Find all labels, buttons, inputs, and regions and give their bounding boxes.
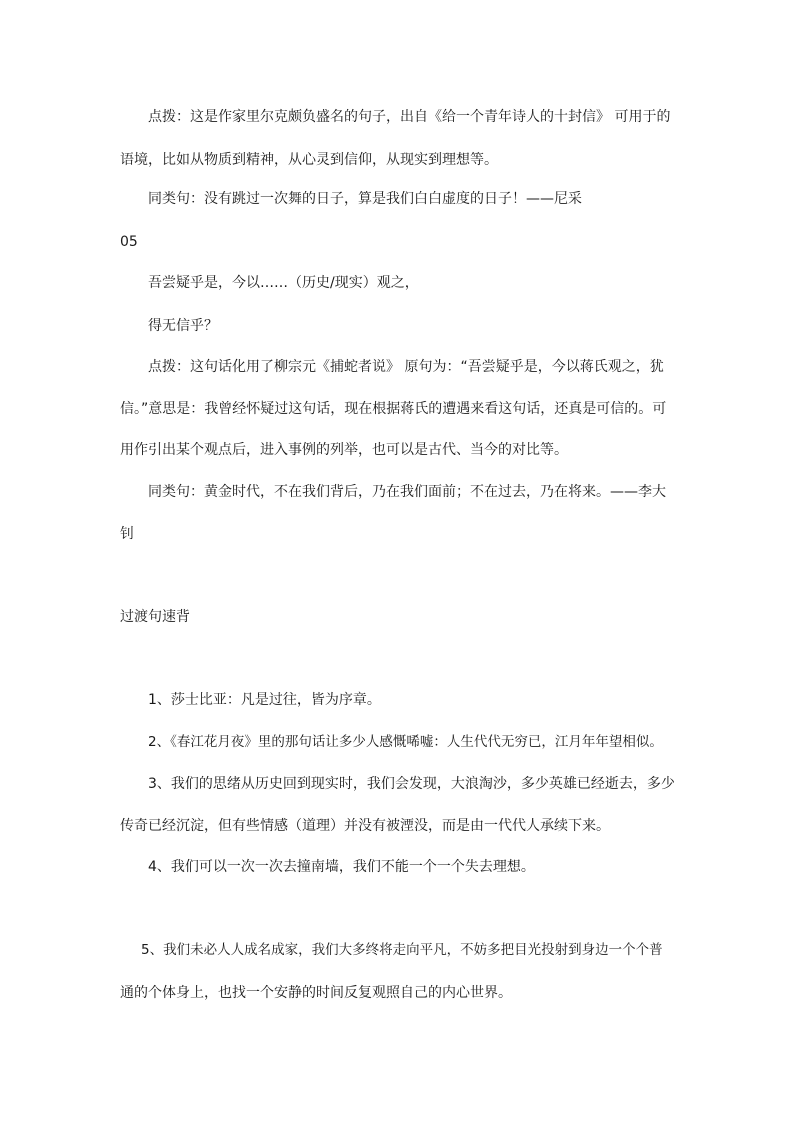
list-item-5-line-1: 5、我们未必人人成名成家，我们大多终将走向平凡，不妨多把目光投射到身边一个个普 — [141, 942, 663, 958]
list-item-4: 4、我们可以一次一次去撞南墙，我们不能一个一个失去理想。 — [148, 859, 535, 875]
list-item-3-line-1: 3、我们的思绪从历史回到现实时，我们会发现，大浪淘沙，多少英雄已经逝去，多少 — [148, 776, 675, 792]
list-item-3-line-2: 传奇已经沉淀，但有些情感（道理）并没有被湮没，而是由一代代人承续下来。 — [120, 818, 610, 834]
section-heading: 过渡句速背 — [120, 609, 190, 625]
similar-sentence: 同类句：没有跳过一次舞的日子，算是我们白白虚度的日子！——尼采 — [148, 191, 582, 207]
list-item-2: 2、《春江花月夜》里的那句话让多少人感慨唏嘘：人生代代无穷已，江月年年望相似。 — [148, 734, 663, 750]
quote-line-1: 吾尝疑乎是，今以……（历史/现实）观之， — [148, 275, 419, 291]
hint-paragraph-line-1: 点拨：这句话化用了柳宗元《捕蛇者说》 原句为：“吾尝疑乎是，今以蒋氏观之，犹 — [148, 359, 664, 375]
section-number: 05 — [120, 234, 138, 250]
list-item-1: 1、莎士比亚：凡是过往，皆为序章。 — [148, 692, 381, 708]
hint-paragraph-line-2: 信。”意思是：我曾经怀疑过这句话，现在根据蒋氏的遭遇来看这句话，还真是可信的。可 — [120, 401, 667, 417]
quote-line-2: 得无信乎？ — [148, 318, 218, 334]
similar-sentence-line-2: 钊 — [120, 526, 134, 542]
similar-sentence-line-1: 同类句：黄金时代，不在我们背后，乃在我们面前；不在过去，乃在将来。——李大 — [148, 484, 666, 500]
hint-paragraph-line-1: 点拨：这是作家里尔克颇负盛名的句子，出自《给一个青年诗人的十封信》 可用于的 — [148, 109, 671, 125]
hint-paragraph-line-3: 用作引出某个观点后，进入事例的列举，也可以是古代、当今的对比等。 — [120, 442, 568, 458]
list-item-5-line-2: 通的个体身上，也找一个安静的时间反复观照自己的内心世界。 — [120, 985, 512, 1001]
hint-paragraph-line-2: 语境，比如从物质到精神，从心灵到信仰，从现实到理想等。 — [120, 152, 498, 168]
